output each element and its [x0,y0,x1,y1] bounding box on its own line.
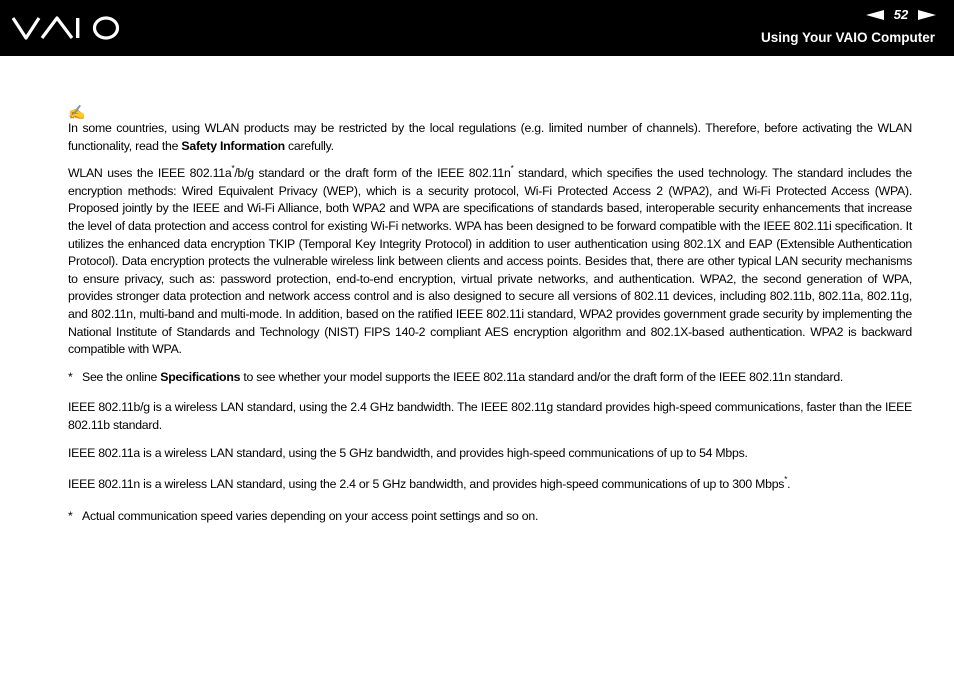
paragraph-80211bg: IEEE 802.11b/g is a wireless LAN standard, using the 2.4 GHz bandwidth. The IEEE 802.11g standard provides high-speed communications, faster than the IEEE 802.11b standard. [68,400,912,432]
page-navigation [866,7,936,22]
vaio-logo [12,16,120,45]
next-page-arrow-icon[interactable] [918,10,936,20]
previous-page-arrow-icon[interactable] [866,10,884,20]
section-title: Using Your VAIO Computer [760,30,935,45]
page-number: 52 [893,7,909,22]
footnote-speed: * Actual communication speed varies depending on your access point settings and so on. [68,508,539,523]
pencil-note-icon: ✍ [68,104,86,120]
page-content [68,104,912,538]
paragraph-80211a: IEEE 802.11a is a wireless LAN standard, using the 5 GHz bandwidth, and provides high-speed communications of up to 54 Mbps. [68,445,748,460]
safety-information-link: Safety Information [181,138,285,153]
vaio-logo-icon [12,16,120,40]
page-header [0,0,954,56]
note-text: In some countries, using WLAN products may be restricted by the local regulations (e.g. limited number of channels). Therefore, before activating the WLAN functionality, read the Safety Information carefully. [68,121,912,153]
specifications-link: Specifications [160,369,241,384]
wlan-security-paragraph: WLAN uses the IEEE 802.11a*/b/g standard or the draft form of the IEEE 802.11n* standard, which specifies the used technology. The standard includes the encryption methods: Wired Equivalent Privacy (WEP), which is a security protocol, Wi-Fi Protected Access 2 (WPA2), and Wi-Fi Protected Access (WPA). Proposed jointly by the IEEE and Wi-Fi Alliance, both WPA2 and WPA are specifications of standards based, interoperable security enhancements that increase the level of data protection and access control for existing Wi-Fi networks. WPA has been designed to be forward compatible with the IEEE 802.11i specification. It utilizes the enhanced data encryption TKIP (Temporal Key Integrity Protocol) in addition to user authentication using 802.1X and EAP (Extensible Authentication Protocol). Data encryption protects the vulnerable wireless link between clients and access points. Besides that, there are other typical LAN security mechanisms to ensure privacy, such as: password protection, end-to-end encryption, virtual private networks, and authentication. WPA2, the second generation of WPA, provides stronger data protection and network access control and is also designed to secure all versions of 802.11 devices, including 802.11b, 802.11a, 802.11g, and 802.11n, multi-band and multi-mode. In addition, based on the ratified IEEE 802.11i standard, WPA2 provides government grade security by implementing the National Institute of Standards and Technology (NIST) FIPS 140-2 compliant AES encryption algorithm and 802.1X-based authentication. WPA2 is backward compatible with WPA. [68,164,912,357]
paragraph-80211n: IEEE 802.11n is a wireless LAN standard, using the 2.4 or 5 GHz bandwidth, and provides high-speed communications of up to 300 Mbps*. [68,475,791,492]
footnote-specifications: * See the online Specifications to see whether your model supports the IEEE 802.11a standard and/or the draft form of the IEEE 802.11n standard. [68,369,844,384]
